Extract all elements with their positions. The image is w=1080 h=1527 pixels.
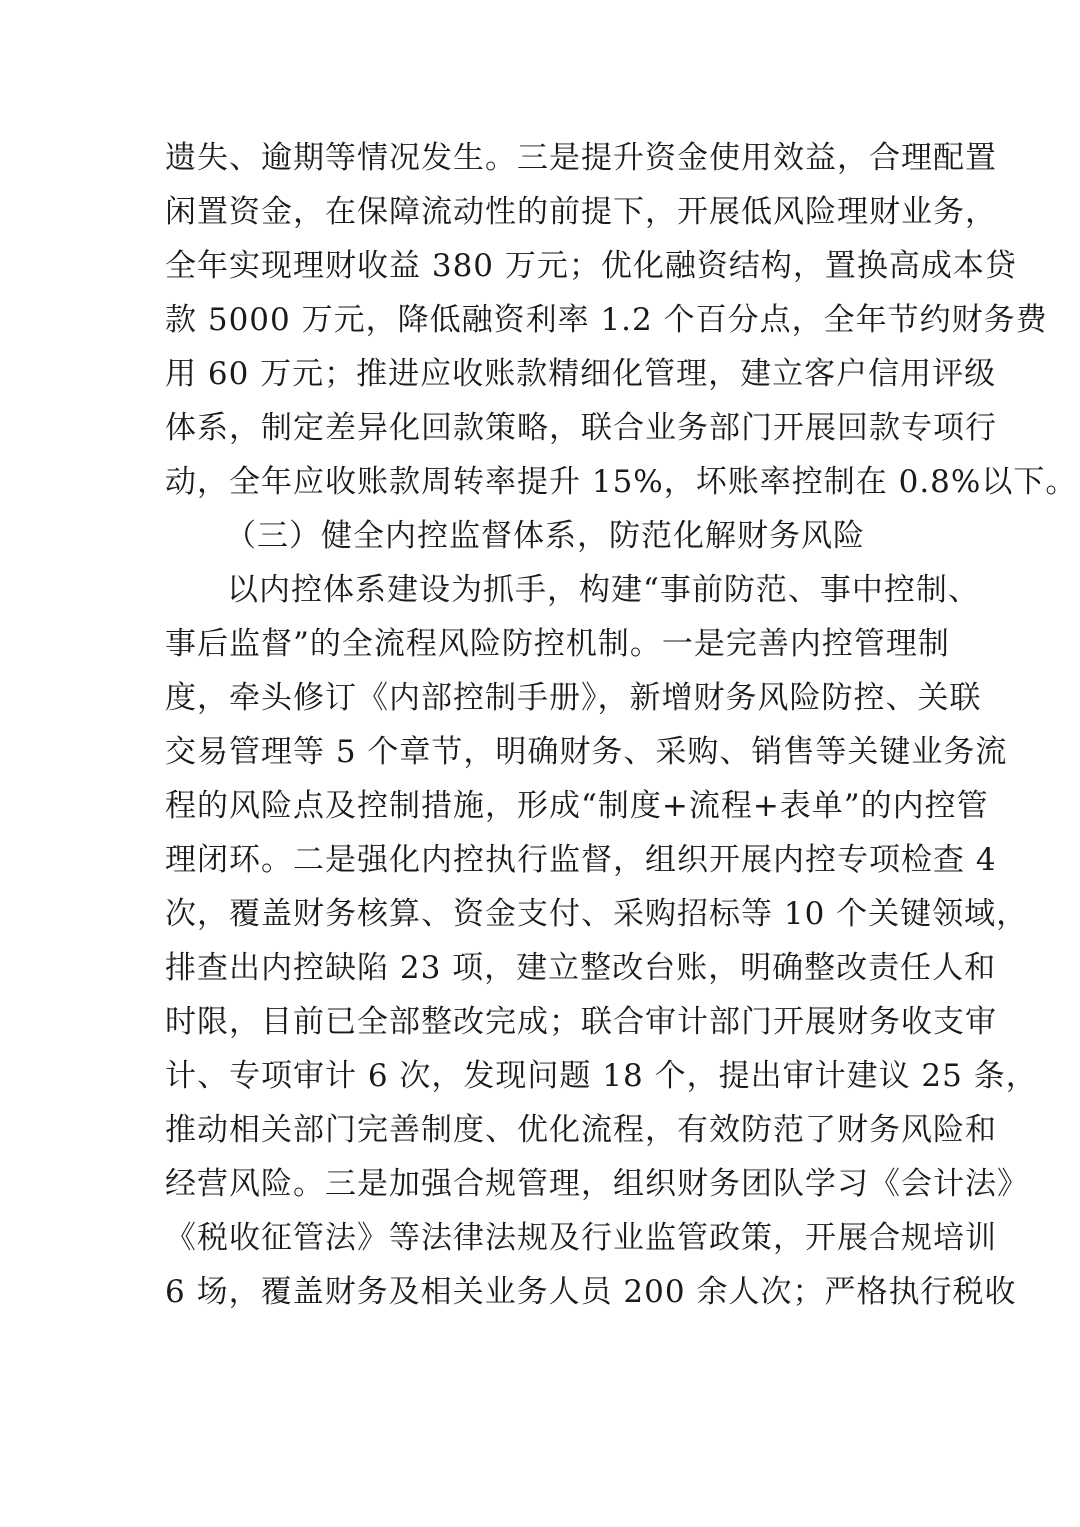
text-line: 经营风险。三是加强合规管理，组织财务团队学习《会计法》 bbox=[165, 1166, 1029, 1202]
text-line: 程的风险点及控制措施，形成“制度+流程+表单”的内控管 bbox=[165, 788, 989, 824]
text-line: 全年实现理财收益 380 万元；优化融资结构，置换高成本贷 bbox=[165, 248, 1017, 284]
text-line: 事后监督”的全流程风险防控机制。一是完善内控管理制 bbox=[165, 626, 950, 662]
text-line: 计、专项审计 6 次，发现问题 18 个，提出审计建议 25 条， bbox=[165, 1058, 1038, 1094]
text-line: 次，覆盖财务核算、资金支付、采购招标等 10 个关键领域， bbox=[165, 896, 1029, 932]
text-line: 遗失、逾期等情况发生。三是提升资金使用效益，合理配置 bbox=[165, 140, 997, 176]
text-line: 款 5000 万元，降低融资利率 1.2 个百分点，全年节约财务费 bbox=[165, 302, 1048, 338]
paragraph-funds bbox=[165, 131, 1078, 509]
paragraph-internal-control bbox=[165, 563, 1038, 1319]
text-line: 体系，制定差异化回款策略，联合业务部门开展回款专项行 bbox=[165, 410, 997, 446]
document-body bbox=[165, 131, 1078, 1319]
text-line: 6 场，覆盖财务及相关业务人员 200 余人次；严格执行税收 bbox=[165, 1274, 1017, 1310]
text-line: 《税收征管法》等法律法规及行业监管政策，开展合规培训 bbox=[165, 1220, 997, 1256]
text-line: 度，牵头修订《内部控制手册》，新增财务风险防控、关联 bbox=[165, 680, 982, 716]
text-line: 推动相关部门完善制度、优化流程，有效防范了财务风险和 bbox=[165, 1112, 997, 1148]
text-line: 闲置资金，在保障流动性的前提下，开展低风险理财业务， bbox=[165, 194, 997, 230]
text-line: 动，全年应收账款周转率提升 15%，坏账率控制在 0.8%以下。 bbox=[165, 464, 1078, 500]
text-line: 用 60 万元；推进应收账款精细化管理，建立客户信用评级 bbox=[165, 356, 997, 392]
text-line: 排查出内控缺陷 23 项，建立整改台账，明确整改责任人和 bbox=[165, 950, 997, 986]
section-heading: （三）健全内控监督体系，防范化解财务风险 bbox=[225, 518, 865, 554]
text-line: 交易管理等 5 个章节，明确财务、采购、销售等关键业务流 bbox=[165, 734, 1008, 770]
text-line: 时限，目前已全部整改完成；联合审计部门开展财务收支审 bbox=[165, 1004, 997, 1040]
text-line: 理闭环。二是强化内控执行监督，组织开展内控专项检查 4 bbox=[165, 842, 997, 878]
text-line: 以内控体系建设为抓手，构建“事前防范、事中控制、 bbox=[227, 572, 980, 608]
